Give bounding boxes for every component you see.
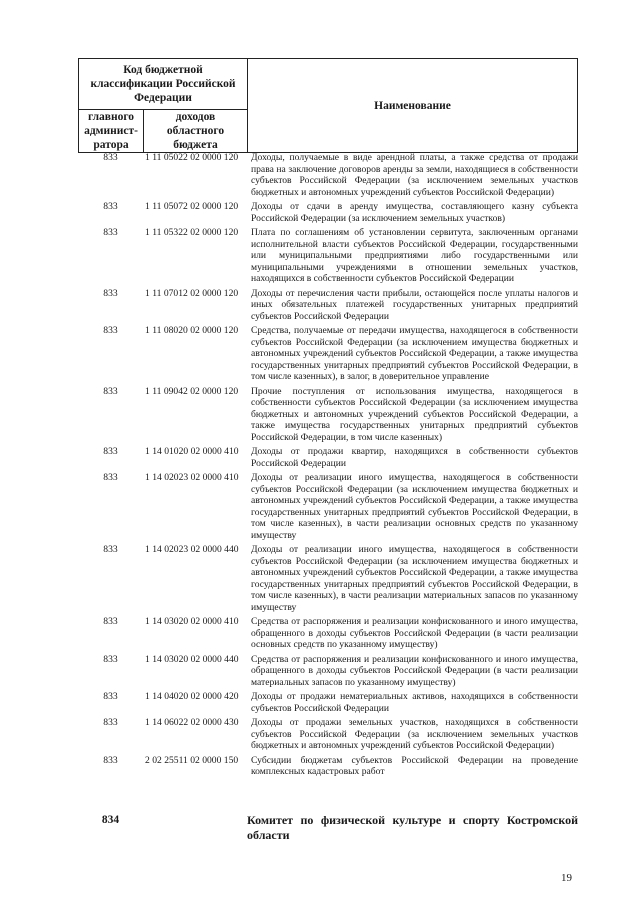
income-code: 1 11 05022 02 0000 120 [145,152,239,163]
income-name: Доходы от реализации иного имущества, находящегося в собственности субъектов Российской Федерации (за исключением имущества бюджетных и автономных учреждений субъектов Российской Федерации, а также имущества государственных унитарных предприятий субъектов Российской Федерации, в том числе казенных), в части реализации материальных запасов по указанному имуществу [251,544,578,613]
header-income-column: доходов областного бюджета [144,110,248,153]
table-row [78,472,578,541]
income-code: 1 11 08020 02 0000 120 [145,325,239,336]
income-name: Средства от распоряжения и реализации конфискованного и иного имущества, обращенного в доходы субъектов Российской Федерации (в части реализации материальных запасов по указанному имуществу) [251,653,578,688]
table-row [78,755,578,778]
income-code: 1 11 05072 02 0000 120 [145,201,239,212]
income-name: Доходы, получаемые в виде арендной платы, а также средства от продажи права на заключение договоров аренды за земли, находящиеся в собственности субъектов Российской Федерации (за исключением земельных участков бюджетных и автономных учреждений субъектов Российской Федерации) [251,152,578,198]
income-code: 1 14 01020 02 0000 410 [145,446,239,457]
table-row [78,446,578,469]
admin-code: 833 [103,227,118,238]
admin-code: 833 [103,754,118,766]
income-rows [78,152,578,781]
income-code: 1 14 02023 02 0000 440 [145,544,239,555]
income-name: Доходы от продажи земельных участков, находящихся в собственности субъектов Российской Федерации (за исключением земельных участков бюджетных и автономных учреждений субъектов Российской Федерации) [251,717,578,751]
budget-table-header [78,58,578,153]
section-spacer [143,813,247,843]
table-row [78,544,578,613]
income-code: 2 02 25511 02 0000 150 [145,754,239,766]
header-admin-column: главного админист-ратора [79,110,144,153]
income-name: Средства, получаемые от передачи имущества, находящегося в собственности субъектов Российской Федерации (за исключением имущества бюджетных и автономных учреждений субъектов Российской Федерации, а также имущества государственных унитарных предприятий субъектов Российской Федерации, в том числе казенных), в залог, в доверительное управление [251,325,578,382]
section-admin-code: 834 [101,814,120,826]
income-name: Доходы от перечисления части прибыли, остающейся после уплаты налогов и иных обязательных платежей государственных унитарных предприятий субъектов Российской Федерации [251,287,578,322]
admin-code: 833 [103,472,118,483]
admin-code: 833 [103,325,118,336]
income-name: Прочие поступления от использования имущества, находящегося в собственности субъектов Российской Федерации (за исключением имущества бюджетных и автономных учреждений субъектов Российской Федерации, а также имущества государственных унитарных предприятий субъектов Российской Федерации, в том числе казенных) [251,385,578,443]
admin-code: 833 [103,385,118,397]
income-code: 1 14 03020 02 0000 440 [145,653,239,665]
admin-code: 833 [103,544,118,555]
income-name: Средства от распоряжения и реализации конфискованного и иного имущества, обращенного в доходы субъектов Российской Федерации (в части реализации основных средств по указанному имуществу) [251,616,578,650]
table-row [78,616,578,651]
income-code: 1 14 03020 02 0000 410 [145,616,239,627]
income-code: 1 11 09042 02 0000 120 [145,385,239,397]
table-row [78,152,578,198]
table-row [78,201,578,224]
income-name: Плата по соглашениям об установлении сервитута, заключенным органами исполнительной власти субъектов Российской Федерации, государственными или муниципальными предприятиями либо государственными или муниципальными учреждениями в отношении земельных участков, находящихся в собственности субъектов Российской Федерации [251,227,578,284]
income-name: Субсидии бюджетам субъектов Российской Федерации на проведение комплексных кадастровых работ [251,754,578,777]
income-code: 1 14 06022 02 0000 430 [145,717,239,728]
income-name: Доходы от продажи квартир, находящихся в собственности субъектов Российской Федерации [251,446,578,469]
income-code: 1 14 04020 02 0000 420 [145,691,239,702]
section-heading [78,813,578,843]
admin-code: 833 [103,287,118,299]
table-row [78,717,578,752]
income-code: 1 11 05322 02 0000 120 [145,227,239,238]
income-code: 1 14 02023 02 0000 410 [145,472,239,483]
admin-code: 833 [103,446,118,457]
table-row [78,386,578,444]
table-row [78,325,578,383]
income-code: 1 11 07012 02 0000 120 [145,287,239,299]
table-row [78,691,578,714]
admin-code: 833 [103,616,118,627]
admin-code: 833 [103,201,118,212]
table-row [78,288,578,323]
income-name: Доходы от продажи нематериальных активов, находящихся в собственности субъектов Российской Федерации [251,691,578,714]
header-name-column: Наименование [248,59,578,153]
table-row [78,227,578,285]
header-code-group: Код бюджетной классификации Российской Федерации [79,59,248,110]
table-row [78,654,578,689]
admin-code: 833 [103,691,118,702]
section-title: Комитет по физической культуре и спорту Костромской области [247,813,578,842]
income-name: Доходы от реализации иного имущества, находящегося в собственности субъектов Российской Федерации (за исключением имущества бюджетных и автономных учреждений субъектов Российской Федерации, а также имущества государственных унитарных предприятий субъектов Российской Федерации, в том числе казенных), в части реализации основных средств по указанному имуществу [251,472,578,541]
admin-code: 833 [103,653,118,665]
admin-code: 833 [103,717,118,728]
income-name: Доходы от сдачи в аренду имущества, составляющего казну субъекта Российской Федерации (за исключением земельных участков) [251,201,578,224]
page-number: 19 [561,872,572,884]
admin-code: 833 [103,152,118,163]
